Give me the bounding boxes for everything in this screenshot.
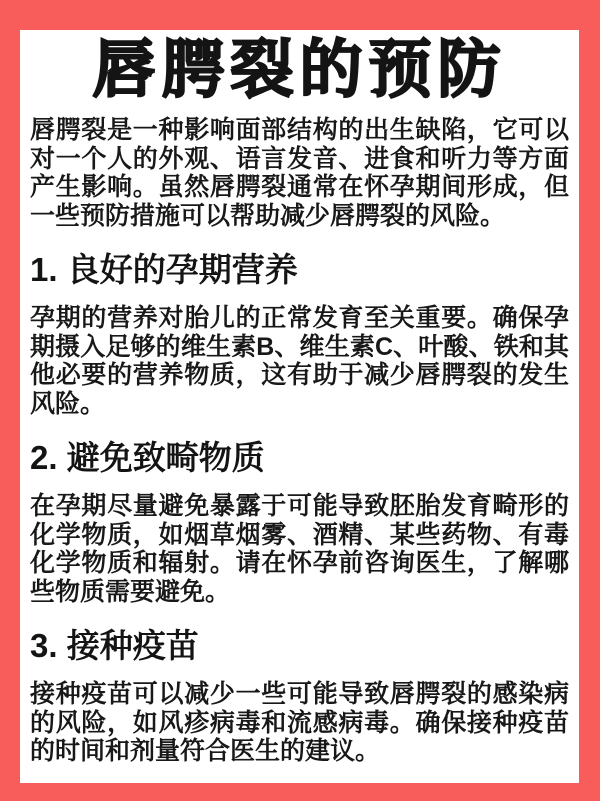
section-heading-1: 1. 良好的孕期营养 [30,251,298,288]
section-pregnancy-nutrition [30,250,569,418]
poster-content [20,30,579,783]
section-vaccination [30,626,569,766]
section-body-3: 接种疫苗可以减少一些可能导致唇腭裂的感染病的风险，如风疹病毒和流感病毒。确保接种疫苗的时间和剂量符合医生的建议。 [30,680,569,765]
intro-paragraph: 唇腭裂是一种影响面部结构的出生缺陷，它可以对一个人的外观、语言发音、进食和听力等方面产生影响。虽然唇腭裂通常在怀孕期间形成，但一些预防措施可以帮助减少唇腭裂的风险。 [30,116,569,230]
section-heading-2: 2. 避免致畸物质 [30,439,265,476]
section-body-1: 孕期的营养对胎儿的正常发育至关重要。确保孕期摄入足够的维生素B、维生素C、叶酸、铁和其他必要的营养物质，这有助于减少唇腭裂的发生风险。 [30,304,569,418]
poster-title: 唇腭裂的预防 [92,35,507,105]
section-body-2: 在孕期尽量避免暴露于可能导致胚胎发育畸形的化学物质，如烟草烟雾、酒精、某些药物、有毒化学物质和辐射。请在怀孕前咨询医生，了解哪些物质需要避免。 [30,492,569,606]
section-avoid-teratogens [30,438,569,606]
section-heading-3: 3. 接种疫苗 [30,627,199,664]
